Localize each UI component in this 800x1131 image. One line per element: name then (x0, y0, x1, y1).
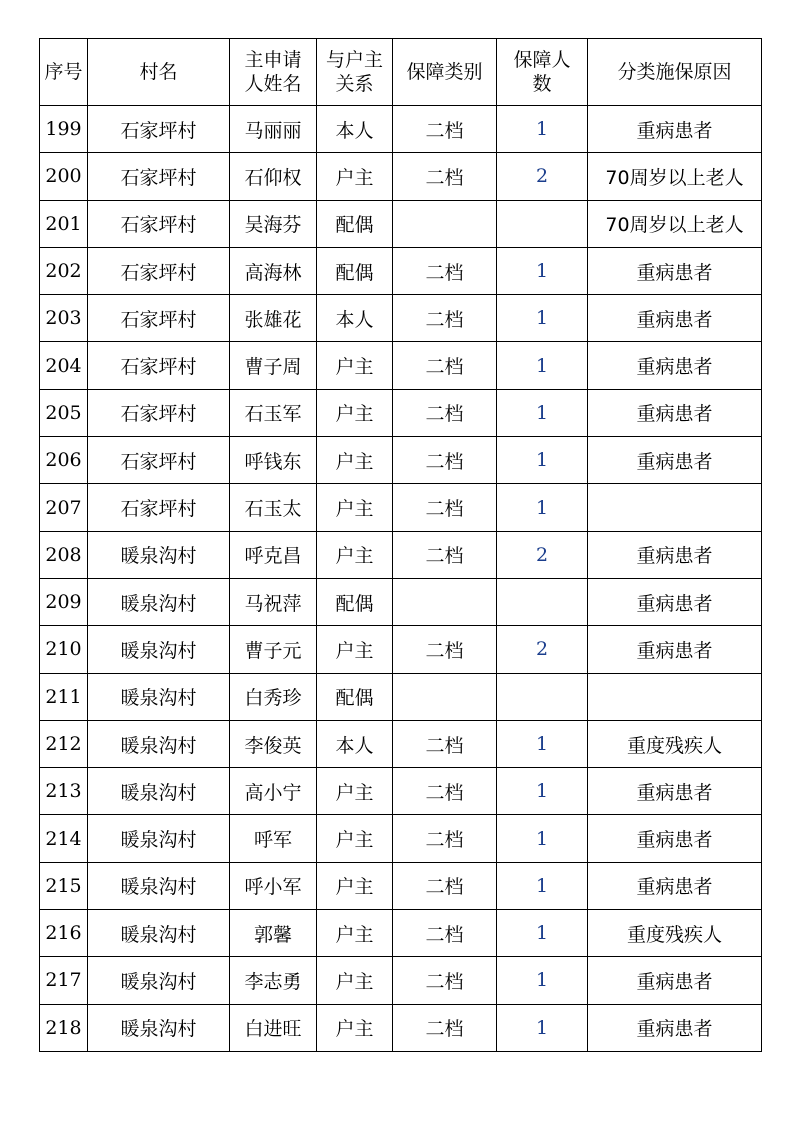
cell-applicant-name: 呼军 (230, 815, 317, 862)
cell-category: 二档 (393, 626, 497, 673)
cell-village: 暖泉沟村 (88, 768, 230, 815)
cell-category: 二档 (393, 862, 497, 909)
cell-relation: 户主 (317, 437, 393, 484)
table-row (40, 673, 762, 720)
cell-relation: 户主 (317, 768, 393, 815)
cell-relation: 户主 (317, 862, 393, 909)
cell-seq: 215 (40, 862, 88, 909)
cell-reason: 重病患者 (588, 862, 762, 909)
header-persons: 保障人 数 (497, 39, 588, 106)
table-row (40, 815, 762, 862)
cell-applicant-name: 马祝萍 (230, 578, 317, 625)
cell-seq: 204 (40, 342, 88, 389)
cell-village: 暖泉沟村 (88, 910, 230, 957)
cell-persons: 1 (497, 484, 588, 531)
cell-seq: 218 (40, 1004, 88, 1051)
cell-relation: 户主 (317, 153, 393, 200)
cell-reason (588, 484, 762, 531)
cell-persons: 1 (497, 106, 588, 153)
cell-persons: 1 (497, 389, 588, 436)
cell-persons: 1 (497, 247, 588, 294)
cell-relation: 户主 (317, 1004, 393, 1051)
cell-village: 石家坪村 (88, 295, 230, 342)
cell-village: 暖泉沟村 (88, 673, 230, 720)
cell-applicant-name: 郭馨 (230, 910, 317, 957)
cell-persons: 2 (497, 626, 588, 673)
cell-persons: 1 (497, 1004, 588, 1051)
cell-village: 暖泉沟村 (88, 957, 230, 1004)
header-reason: 分类施保原因 (588, 39, 762, 106)
cell-relation: 户主 (317, 342, 393, 389)
cell-category: 二档 (393, 342, 497, 389)
table-header (40, 39, 762, 106)
header-relation: 与户主 关系 (317, 39, 393, 106)
table-row (40, 247, 762, 294)
cell-village: 石家坪村 (88, 342, 230, 389)
cell-reason: 重病患者 (588, 1004, 762, 1051)
cell-persons: 2 (497, 153, 588, 200)
cell-reason: 重病患者 (588, 106, 762, 153)
cell-reason: 重病患者 (588, 957, 762, 1004)
table-row (40, 720, 762, 767)
cell-applicant-name: 呼克昌 (230, 531, 317, 578)
cell-category: 二档 (393, 484, 497, 531)
cell-applicant-name: 白秀珍 (230, 673, 317, 720)
assistance-roster-table (39, 38, 762, 1052)
cell-village: 石家坪村 (88, 484, 230, 531)
cell-relation: 配偶 (317, 200, 393, 247)
cell-seq: 217 (40, 957, 88, 1004)
cell-village: 石家坪村 (88, 153, 230, 200)
cell-category: 二档 (393, 295, 497, 342)
cell-category: 二档 (393, 437, 497, 484)
cell-village: 暖泉沟村 (88, 815, 230, 862)
cell-relation: 户主 (317, 815, 393, 862)
cell-relation: 本人 (317, 295, 393, 342)
header-village: 村名 (88, 39, 230, 106)
table-row (40, 957, 762, 1004)
cell-category: 二档 (393, 957, 497, 1004)
cell-category: 二档 (393, 531, 497, 578)
cell-seq: 206 (40, 437, 88, 484)
cell-applicant-name: 呼小军 (230, 862, 317, 909)
cell-village: 暖泉沟村 (88, 531, 230, 578)
cell-category: 二档 (393, 910, 497, 957)
table-row (40, 342, 762, 389)
cell-reason: 重病患者 (588, 247, 762, 294)
cell-persons: 1 (497, 815, 588, 862)
cell-reason: 重病患者 (588, 295, 762, 342)
cell-applicant-name: 张雄花 (230, 295, 317, 342)
cell-relation: 本人 (317, 106, 393, 153)
cell-village: 石家坪村 (88, 389, 230, 436)
cell-reason: 重病患者 (588, 342, 762, 389)
cell-village: 暖泉沟村 (88, 626, 230, 673)
cell-seq: 214 (40, 815, 88, 862)
cell-category: 二档 (393, 153, 497, 200)
cell-persons: 1 (497, 957, 588, 1004)
cell-relation: 配偶 (317, 247, 393, 294)
table-body (40, 106, 762, 1052)
cell-reason: 重病患者 (588, 578, 762, 625)
cell-relation: 户主 (317, 626, 393, 673)
header-seq: 序号 (40, 39, 88, 106)
table-row (40, 200, 762, 247)
cell-applicant-name: 马丽丽 (230, 106, 317, 153)
cell-village: 石家坪村 (88, 200, 230, 247)
cell-category: 二档 (393, 768, 497, 815)
cell-applicant-name: 石玉军 (230, 389, 317, 436)
table-row (40, 578, 762, 625)
cell-category: 二档 (393, 815, 497, 862)
cell-persons: 1 (497, 342, 588, 389)
table-row (40, 106, 762, 153)
cell-reason: 70周岁以上老人 (588, 200, 762, 247)
header-category: 保障类别 (393, 39, 497, 106)
cell-reason: 重病患者 (588, 437, 762, 484)
cell-applicant-name: 白进旺 (230, 1004, 317, 1051)
cell-persons: 1 (497, 720, 588, 767)
cell-relation: 本人 (317, 720, 393, 767)
cell-category: 二档 (393, 106, 497, 153)
cell-persons: 1 (497, 295, 588, 342)
cell-relation: 户主 (317, 389, 393, 436)
table-row (40, 626, 762, 673)
cell-reason: 重度残疾人 (588, 720, 762, 767)
cell-category: 二档 (393, 1004, 497, 1051)
cell-applicant-name: 李俊英 (230, 720, 317, 767)
cell-persons: 1 (497, 437, 588, 484)
cell-village: 暖泉沟村 (88, 1004, 230, 1051)
cell-reason: 重病患者 (588, 389, 762, 436)
cell-persons: 1 (497, 862, 588, 909)
cell-applicant-name: 吴海芬 (230, 200, 317, 247)
table-row (40, 153, 762, 200)
cell-category: 二档 (393, 389, 497, 436)
cell-relation: 户主 (317, 531, 393, 578)
cell-relation: 配偶 (317, 578, 393, 625)
cell-category: 二档 (393, 247, 497, 294)
table-row (40, 389, 762, 436)
cell-seq: 212 (40, 720, 88, 767)
table-row (40, 910, 762, 957)
cell-persons: 1 (497, 910, 588, 957)
cell-reason: 重病患者 (588, 626, 762, 673)
table-row (40, 484, 762, 531)
cell-seq: 211 (40, 673, 88, 720)
cell-relation: 户主 (317, 957, 393, 1004)
table-row (40, 437, 762, 484)
cell-persons: 1 (497, 768, 588, 815)
cell-village: 暖泉沟村 (88, 720, 230, 767)
cell-applicant-name: 石玉太 (230, 484, 317, 531)
cell-seq: 202 (40, 247, 88, 294)
cell-village: 石家坪村 (88, 247, 230, 294)
header-applicant-name: 主申请 人姓名 (230, 39, 317, 106)
cell-applicant-name: 高海林 (230, 247, 317, 294)
cell-reason: 重病患者 (588, 768, 762, 815)
cell-village: 暖泉沟村 (88, 862, 230, 909)
cell-applicant-name: 呼钱东 (230, 437, 317, 484)
header-row (40, 39, 762, 106)
cell-seq: 208 (40, 531, 88, 578)
cell-seq: 199 (40, 106, 88, 153)
cell-village: 石家坪村 (88, 437, 230, 484)
cell-seq: 205 (40, 389, 88, 436)
cell-persons (497, 578, 588, 625)
cell-applicant-name: 曹子元 (230, 626, 317, 673)
cell-seq: 213 (40, 768, 88, 815)
cell-category (393, 673, 497, 720)
cell-reason: 70周岁以上老人 (588, 153, 762, 200)
cell-relation: 户主 (317, 484, 393, 531)
cell-reason: 重度残疾人 (588, 910, 762, 957)
cell-persons (497, 200, 588, 247)
cell-seq: 200 (40, 153, 88, 200)
table-row (40, 862, 762, 909)
cell-village: 暖泉沟村 (88, 578, 230, 625)
cell-applicant-name: 高小宁 (230, 768, 317, 815)
cell-category (393, 578, 497, 625)
cell-seq: 216 (40, 910, 88, 957)
cell-category: 二档 (393, 720, 497, 767)
cell-relation: 户主 (317, 910, 393, 957)
cell-seq: 209 (40, 578, 88, 625)
table-row (40, 768, 762, 815)
cell-applicant-name: 曹子周 (230, 342, 317, 389)
table-row (40, 295, 762, 342)
cell-reason: 重病患者 (588, 815, 762, 862)
table-row (40, 531, 762, 578)
cell-relation: 配偶 (317, 673, 393, 720)
cell-reason (588, 673, 762, 720)
cell-persons (497, 673, 588, 720)
table-row (40, 1004, 762, 1051)
cell-persons: 2 (497, 531, 588, 578)
cell-village: 石家坪村 (88, 106, 230, 153)
cell-applicant-name: 李志勇 (230, 957, 317, 1004)
cell-seq: 207 (40, 484, 88, 531)
cell-applicant-name: 石仰权 (230, 153, 317, 200)
cell-seq: 203 (40, 295, 88, 342)
cell-seq: 201 (40, 200, 88, 247)
cell-category (393, 200, 497, 247)
cell-seq: 210 (40, 626, 88, 673)
cell-reason: 重病患者 (588, 531, 762, 578)
